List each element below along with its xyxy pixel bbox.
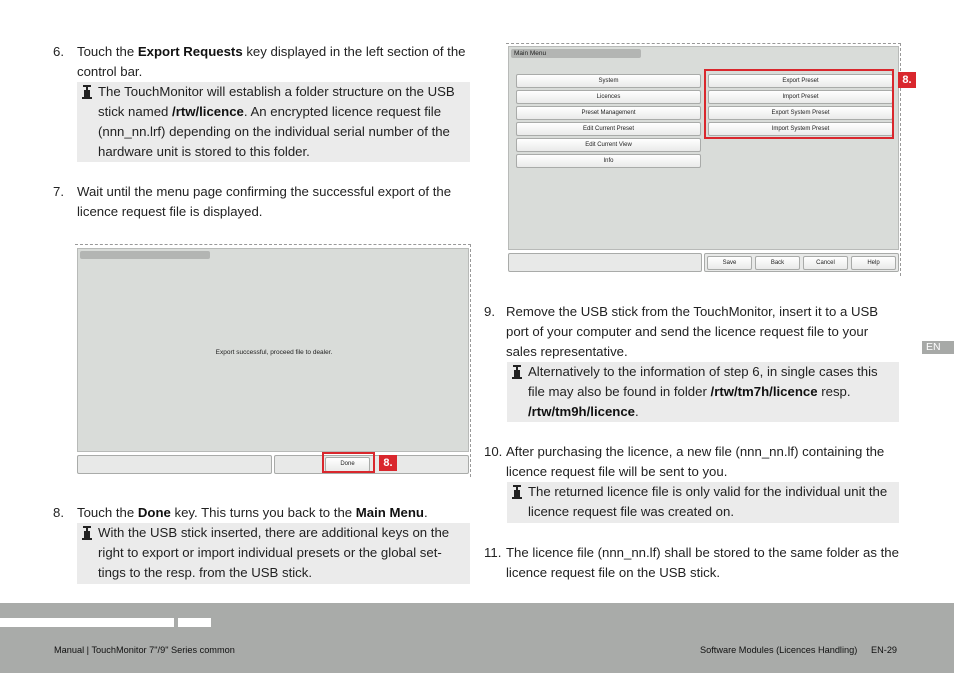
main-menu-title: Main Menu: [514, 50, 547, 57]
step-text-part: key displayed in the left section of the control bar.: [77, 44, 466, 79]
back-button[interactable]: Back: [755, 256, 800, 270]
status-field: [508, 253, 702, 272]
folder-path: /rtw/licence: [172, 104, 244, 119]
note-box-step-6: [77, 82, 470, 162]
cancel-button[interactable]: Cancel: [803, 256, 848, 270]
callout-number: 8.: [379, 455, 397, 471]
export-requests-key-label: Export Requests: [137, 44, 243, 59]
step-11-text: The licence file (nnn_nn.lf) shall be stored to the same folder as the licence request file on the USB stick.: [506, 545, 899, 580]
callout-highlight-done: [322, 452, 375, 473]
menu-button-licences[interactable]: Licences: [516, 90, 701, 104]
footer-page-number: EN-29: [871, 645, 898, 655]
tip-info-icon: [511, 485, 523, 499]
note-text-part: resp.: [817, 384, 851, 399]
footer-decor-bar: [178, 618, 211, 627]
menu-button-edit-current-preset[interactable]: Edit Current Preset: [516, 122, 701, 136]
folder-path: /rtw/tm9h/licence: [528, 404, 636, 419]
note-text: [528, 362, 897, 422]
main-menu-label: Main Menu: [355, 505, 424, 520]
done-key-label: Done: [137, 505, 171, 520]
menu-button-import-system-preset[interactable]: Import System Preset: [708, 122, 893, 136]
tip-info-icon: [81, 526, 93, 540]
screen-title-bar: [80, 251, 210, 259]
note-text: The returned licence file is only valid for the individual unit the licence request file was created on.: [528, 484, 888, 519]
step-9-text: Remove the USB stick from the TouchMonitor, insert it to a USB port of your computer and send the licence request file to your sales representative.: [506, 304, 879, 359]
note-text: [98, 82, 468, 162]
menu-button-system[interactable]: System: [516, 74, 701, 88]
step-number: 9.: [484, 304, 495, 319]
note-text-part: .: [635, 404, 639, 419]
tip-info-icon: [511, 365, 523, 379]
done-button[interactable]: Done: [325, 457, 370, 472]
footer-section-title: Software Modules (Licences Handling): [700, 645, 858, 655]
callout-number: 8.: [898, 72, 916, 88]
screenshot-content-area: [77, 248, 469, 452]
status-field: [77, 455, 272, 474]
menu-button-preset-management[interactable]: Preset Management: [516, 106, 701, 120]
menu-button-edit-current-view[interactable]: Edit Current View: [516, 138, 701, 152]
menu-button-export-system-preset[interactable]: Export System Preset: [708, 106, 893, 120]
step-7-text: Wait until the menu page confirming the successful export of the licence request file is displayed.: [77, 184, 452, 219]
note-text: With the USB stick inserted, there are additional keys on the right to export or import individual presets or the global set- tings to the resp. from the USB stick.: [98, 525, 450, 580]
step-number: 6.: [53, 44, 64, 59]
step-text-part: key. This turns you back to the: [170, 505, 356, 520]
note-text-part: . An encrypted licence request file (nnn_nn.lrf) depending on the individual serial number of the hardware unit is stored to this folder.: [98, 104, 450, 159]
step-number: 11.: [484, 545, 502, 560]
step-8-text: [77, 503, 469, 523]
callout-highlight-export-import: [704, 69, 894, 139]
step-number: 8.: [53, 505, 64, 520]
note-box-step-8: [77, 523, 470, 584]
step-6-text: [77, 42, 469, 82]
step-number: 10.: [484, 444, 503, 459]
step-text-part: .: [423, 505, 428, 520]
step-10-text: After purchasing the licence, a new file (nnn_nn.lf) containing the licence request file will be sent to you.: [506, 444, 885, 479]
language-tab: EN: [922, 341, 954, 354]
step-text-part: Touch the: [77, 505, 138, 520]
note-text-part: The TouchMonitor will establish a folder structure on the USB stick named: [98, 84, 455, 119]
note-text-part: Alternatively to the information of step 6, in single cases this file may also be found in folder: [528, 364, 878, 399]
step-number: 7.: [53, 184, 64, 199]
page-footer: [0, 603, 954, 673]
screen-title-bar: [511, 49, 641, 58]
footer-decor-bar: [0, 618, 174, 627]
footer-manual-title: Manual | TouchMonitor 7"/9" Series common: [54, 645, 235, 655]
menu-button-info[interactable]: Info: [516, 154, 701, 168]
step-text-part: Touch the: [77, 44, 138, 59]
tip-info-icon: [81, 85, 93, 99]
folder-path: /rtw/tm7h/licence: [710, 384, 818, 399]
menu-button-export-preset[interactable]: Export Preset: [708, 74, 893, 88]
export-success-message: Export successful, proceed file to dealer.: [215, 349, 333, 356]
save-button[interactable]: Save: [707, 256, 752, 270]
note-box-step-9: [507, 362, 899, 422]
screenshot-export-success: [75, 244, 471, 477]
menu-button-import-preset[interactable]: Import Preset: [708, 90, 893, 104]
note-box-step-10: [507, 482, 899, 523]
help-button[interactable]: Help: [851, 256, 896, 270]
